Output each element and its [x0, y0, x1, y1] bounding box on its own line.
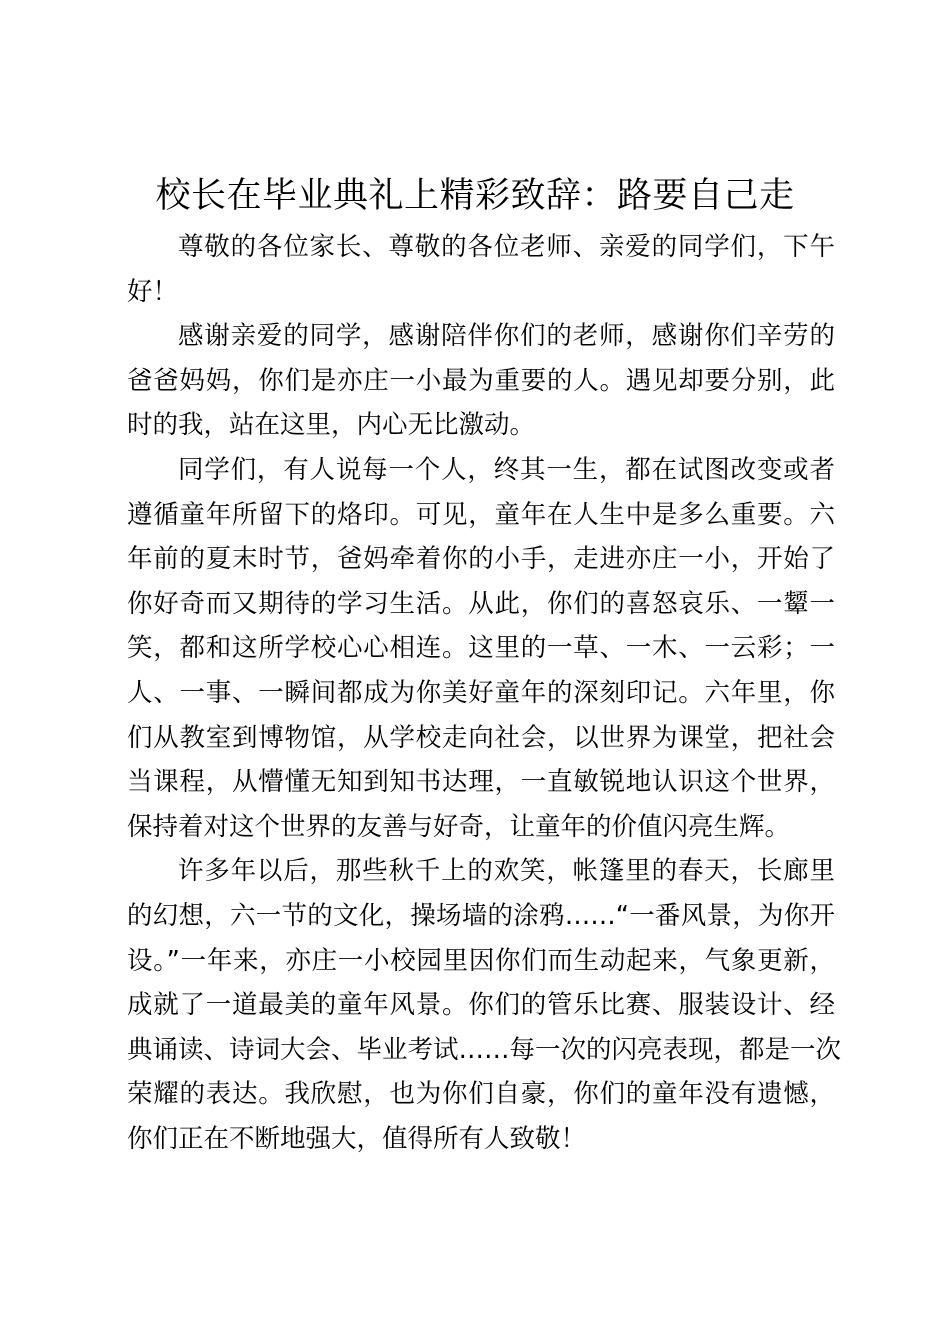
paragraph-childhood: [127, 448, 835, 849]
document-body: [127, 225, 842, 1161]
paragraph-line: 时的我，站在这里，内心无比激动。: [127, 410, 536, 441]
paragraph-line: 荣耀的表达。我欣慰，也为你们自豪，你们的童年没有遗憾，: [127, 1079, 835, 1110]
paragraph-line: 爸爸妈妈，你们是亦庄一小最为重要的人。遇见却要分别，此: [127, 365, 835, 396]
paragraph-line: 遵循童年所留下的烙印。可见，童年在人生中是多么重要。六: [127, 499, 835, 530]
paragraph-line: 的幻想，六一节的文化，操场墙的涂鸦……“一番风景，为你开: [127, 900, 835, 931]
paragraph-line: 典诵读、诗词大会、毕业考试……每一次的闪亮表现，都是一次: [127, 1034, 842, 1065]
paragraph-line: 尊敬的各位家长、尊敬的各位老师、亲爱的同学们，下午: [178, 232, 835, 262]
paragraph-memories: [127, 849, 842, 1161]
paragraph-line: 笑，都和这所学校心心相连。这里的一草、一木、一云彩；一: [127, 633, 835, 664]
paragraph-line: 人、一事、一瞬间都成为你美好童年的深刻印记。六年里，你: [127, 677, 835, 708]
paragraph-line: 好！: [127, 276, 179, 307]
paragraph-thanks: [127, 314, 835, 448]
paragraph-line: 们从教室到博物馆，从学校走向社会，以世界为课堂，把社会: [127, 722, 835, 753]
paragraph-line: 年前的夏末时节，爸妈牵着你的小手，走进亦庄一小，开始了: [127, 544, 835, 575]
paragraph-line: 感谢亲爱的同学，感谢陪伴你们的老师，感谢你们辛劳的: [178, 321, 835, 352]
paragraph-greeting: [127, 225, 835, 314]
paragraph-line: 许多年以后，那些秋千上的欢笑，帐篷里的春天，长廊里: [178, 856, 835, 887]
paragraph-line: 你们正在不断地强大，值得所有人致敬！: [127, 1123, 587, 1154]
paragraph-line: 成就了一道最美的童年风景。你们的管乐比赛、服装设计、经: [127, 990, 835, 1021]
paragraph-line: 你好奇而又期待的学习生活。从此，你们的喜怒哀乐、一颦一: [127, 588, 835, 619]
paragraph-line: 当课程，从懵懂无知到知书达理，一直敏锐地认识这个世界，: [127, 767, 835, 798]
document-title: 校长在毕业典礼上精彩致辞：路要自己走: [155, 176, 795, 216]
paragraph-line: 保持着对这个世界的友善与好奇，让童年的价值闪亮生辉。: [127, 811, 791, 842]
paragraph-line: 同学们，有人说每一个人，终其一生，都在试图改变或者: [178, 454, 835, 485]
paragraph-line: 设。”一年来，亦庄一小校园里因你们而生动起来，气象更新，: [127, 945, 835, 976]
